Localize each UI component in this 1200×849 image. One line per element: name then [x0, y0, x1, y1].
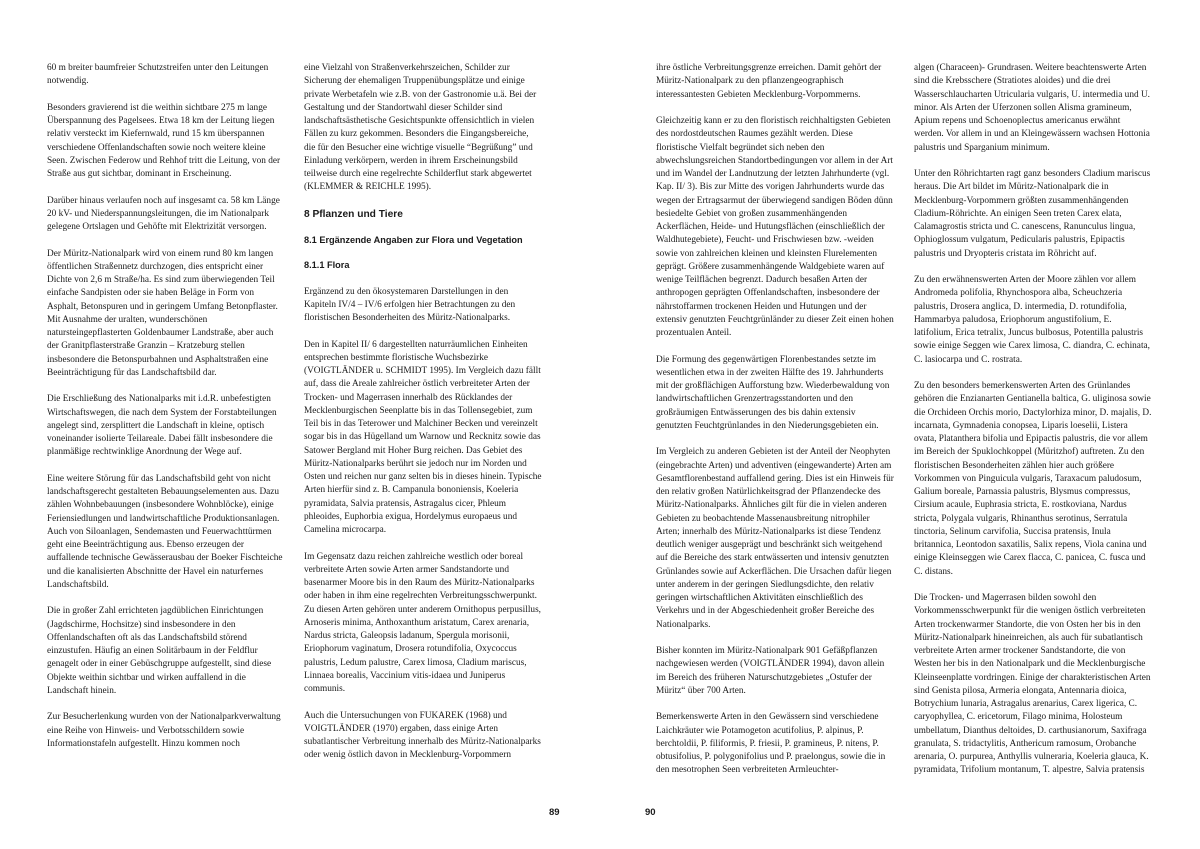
paragraph: Bisher konnten im Müritz-Nationalpark 901 Gefäßpflanzen nachgewiesen werden (VOIGTLÄNDER 1994), davon allein im Bereich des früheren Naturschutzgebietes „Ostufer der Müritz“ über 700 Arten. — [656, 646, 885, 696]
paragraph: Unter den Röhrichtarten ragt ganz besonders Cladium mariscus heraus. Die Art bildet im Müritz-Nationalpark die in Mecklenburg-Vorpommern größten zusammenhängenden Cladium-Röhrichte. An einigen Seen treten Carex elata, Calamagrostis stricta und C. canescens, Ranunculus lingua, Ophioglossum vulgatum, Pedicularis palustris, Epipactis palustris und Dryopteris cristata im Röhricht auf. — [914, 169, 1151, 259]
paragraph: Ergänzend zu den ökosystemaren Darstellungen in den Kapiteln IV/4 – IV/6 erfolgen hier Betrachtungen zu den floristischen Besonderheiten des Müritz-Nationalparks. — [304, 286, 516, 323]
paragraph: Der Müritz-Nationalpark wird von einem rund 80 km langen öffentlichen Straßennetz durchzogen, dies entspricht einer Dichte von 2,6 m Straße/ha. Es sind zum überwiegenden Teil einfache Sandpisten oder sie haben Beläge in Form von Asphalt, Betonspuren und in geringem Umfang Betonpflaster. Mit Ausnahme der uralten, wunderschönen natursteingepflasterten Goldenbaumer Landstraße, aber auch der Granitpflasterstraße Granzin – Kratzeburg stellen insbesondere die Betonspurbahnen und Asphaltstraßen eine Beeinträchtigung für das Landschaftsbild dar. — [47, 248, 278, 378]
paragraph: Darüber hinaus verlaufen noch auf insgesamt ca. 58 km Länge 20 kV- und Niederspannungsleitungen, die im Nationalpark gelegene Ortslagen und Gehöfte mit Elektrizität versorgen. — [47, 195, 280, 232]
subsubsection-heading: 8.1.1 Flora — [304, 260, 350, 271]
paragraph: eine Vielzahl von Straßenverkehrszeichen, Schilder zur Sicherung der ehemaligen Truppenübungsplätze und einige private Werbetafeln wie z.B. von der Gastronomie u.ä. Bei der Gestaltung und der Standortwahl dieser Schilder sind landschaftsästhetische Gesichtspunkte offensichtlich in vielen Fällen zu kurz gekommen. Besonders die Eingangsbereiche, die für den Besucher eine wichtige visuelle “Begrüßung” und Einladung verkörpern, werden in ihrem Erscheinungsbild teilweise durch eine regelrechte Schilderflut stark abgewertet (KLEMMER & REICHLE 1995). — [304, 63, 537, 193]
paragraph: ihre östliche Verbreitungsgrenze erreichen. Damit gehört der Müritz-Nationalpark zu den pflanzengeographisch interessantesten Gebieten Mecklenburg-Vorpommerns. — [656, 63, 882, 100]
paragraph: Zu den besonders bemerkenswerten Arten des Grünlandes gehören die Enzianarten Gentianella baltica, G. uliginosa sowie die Orchideen Orchis morio, Dactylorhiza minor, D. majalis, D. incarnata, Gymnadenia conopsea, Liparis loeselii, Listera ovata, Platanthera bifolia und Epipactis palustris, die vor allem im Bereich der Spuklochkoppel (Müritzhof) auftreten. Zu den floristischen Besonderheiten zählen hier auch größere Vorkommen von Pinguicula vulgaris, Taraxacum paludosum, Galium boreale, Parnassia palustris, Blysmus compressus, Cirsium acaule, Euphrasia stricta, E. rostkoviana, Nardus stricta, Polygala vulgaris, Rhinanthus serotinus, Serratula tinctoria, Selinum carvifolia, Succisa pratensis, Inula britannica, Leontodon saxatilis, Salix repens, Viola canina und einige Kleinseggen wie Carex flacca, C. panicea, C. fusca und C. distans. — [914, 381, 1152, 577]
paragraph: Bemerkenswerte Arten in den Gewässern sind verschiedene Laichkräuter wie Potamogeton acutifolius, P. alpinus, P. berchtoldii, P. filiformis, P. friesii, P. gramineus, P. nitens, P. obtusifolius, P. polygonifolius und P. praelongus, sowie die in den mesotrophen Seen verbreiteten Armleuchter- — [656, 712, 886, 776]
paragraph: Die Trocken- und Magerrasen bilden sowohl den Vorkommensschwerpunkt für die wenigen östlich verbreiteten Arten trockenwarmer Standorte, die von Osten her bis in den Müritz-Nationalpark hineinreichen, als auch für subatlantisch verbreitete Arten armer trockener Sandstandorte, die von Westen her bis in den Nationalpark und die Mecklenburgische Kleinseenplatte vordringen. Einige der charakteristischen Arten sind Genista pilosa, Armeria elongata, Antennaria dioica, Botrychium lunaria, Astragalus arenarius, Carex ligerica, C. caryophyllea, C. ericetorum, Filago minima, Holosteum umbellatum, Dianthus deltoides, D. carthusianorum, Saxifraga granulata, S. tridactylitis, Anthericum ramosum, Orobanche arenaria, O. purpurea, Anthyllis vulneraria, Koeleria glauca, K. pyramidata, Trifolium montanum, T. alpestre, Salvia pratensis — [914, 593, 1151, 776]
paragraph: Im Gegensatz dazu reichen zahlreiche westlich oder boreal verbreitete Arten sowie Arten armer Sandstandorte und basenarmer Moore bis in den Raum des Müritz-Nationalparks oder haben in ihm eine regelrechten Verbreitungsschwerpunkt. Zu diesen Arten gehören unter anderem Ornithopus perpusillus, Arnoseris minima, Anthoxanthum aristatum, Carex arenaria, Nardus stricta, Galeopsis ladanum, Spergula morisonii, Eriophorum vaginatum, Drosera rotundifolia, Oxycoccus palustris, Ledum palustre, Carex limosa, Cladium mariscus, Linnaea borealis, Vaccinium vitis-idaea und Juniperus communis. — [304, 551, 542, 694]
paragraph: Die in großer Zahl errichteten jagdüblichen Einrichtungen (Jagdschirme, Hochsitze) sind insbesondere in den Offenlandschaften oft als das Landschaftsbild störend einzustufen. Häufig an einen Solitärbaum in der Feldflur genagelt oder in einer Gebüschgruppe aufgestellt, sind diese Objekte weithin sichtbar und wirken auffallend in die Landschaft hinein. — [47, 606, 272, 696]
paragraph: Auch die Untersuchungen von FUKAREK (1968) und VOIGTLÄNDER (1970) ergaben, dass einige Arten subatlantischer Verbreitung innerhalb des Müritz-Nationalparks oder wenig östlich davon in Mecklenburg-Vorpommern — [304, 710, 541, 761]
paragraph: 60 m breiter baumfreier Schutzstreifen unter den Leitungen notwendig. — [47, 63, 269, 87]
page-number: 90 — [645, 807, 656, 818]
paragraph: Den in Kapitel II/ 6 dargestellten naturräumlichen Einheiten entsprechen bestimmte floristische Wuchsbezirke (VOIGTLÄNDER u. SCHMIDT 1995). Im Vergleich dazu fällt auf, dass die Areale zahlreicher östlich verbreiteter Arten der Trocken- und Magerrasen innerhalb des Rücklandes der Mecklenburgischen Seenplatte bis in das Tollensegebiet, zum Teil bis in das Teterower und Malchiner Becken und vereinzelt sogar bis in das Hügelland um Warnow und Recknitz sowie das Satower Bergland mit Hoher Burg reichen. Das Gebiet des Müritz-Nationalparks berührt sie jedoch nur im Norden und Osten und reichen nur ganz selten bis in dieses hinein. Typische Arten hierfür sind z. B. Campanula bononiensis, Koeleria pyramidata, Salvia pratensis, Astragalus cicer, Phleum phleoides, Euphorbia exigua, Hordelymus europaeus und Camelina microcarpa. — [304, 339, 542, 535]
paragraph: Im Vergleich zu anderen Gebieten ist der Anteil der Neophyten (eingebrachte Arten) und adventiven (eingewanderte) Arten am Gesamtflorenbestand auffallend gering. Dies ist ein Hinweis für den relativ großen Natürlichkeitsgrad der Pflanzendecke des Müritz-Nationalparks. Ähnliches gilt für die in vielen anderen Gebieten zu beobachtende Massenausbreitung nitrophiler Arten; innerhalb des Müritz-Nationalparks ist diese Tendenz deutlich weniger ausgeprägt und beschränkt sich weitgehend auf die Bereiche des stark entwässerten und intensiv genutzten Grünlandes sowie auf Ackerflächen. Die Ursachen dafür liegen unter anderem in der geringen Siedlungsdichte, den relativ geringen wirtschaftlichen Aktivitäten einschließlich des Verkehrs und in der Abgeschiedenheit großer Bereiche des Nationalparks. — [656, 447, 894, 630]
subsection-heading: 8.1 Ergänzende Angaben zur Flora und Vegetation — [304, 235, 523, 245]
section-heading: 8 Pflanzen und Tiere — [304, 208, 403, 220]
paragraph: Gleichzeitig kann er zu den floristisch reichhaltigsten Gebieten des nordostdeutschen Raumes gezählt werden. Diese floristische Vielfalt begründet sich neben den abwechslungsreichen Standortbedingungen vor allem in der Art und im Wandel der Landnutzung der letzten Jahrhunderte (vgl. Kap. II/ 3). Bis zur Mitte des vorigen Jahrhunderts wurde das wegen der Ertragsarmut der überwiegend sandigen Böden dünn besiedelte Gebiet von großen zusammenhängenden Ackerflächen, Heide- und Hutungsflächen (einschließlich der Waldhutegebiete), Feucht- und Frischwiesen bzw. -weiden sowie von zahlreichen kleinen und kleinsten Flurelementen geprägt. Größere zusammenhängende Waldgebiete waren auf wenige Teilflächen begrenzt. Dadurch besaßen Arten der anthropogen geprägten Offenlandschaften, insbesondere der nährstoffarmen trockenen Heiden und Hutungen und der extensiv genutzten Feuchtgrünländer zu dieser Zeit einen hohen prozentualen Anteil. — [656, 116, 894, 338]
column-2 — [304, 62, 542, 763]
paragraph: Zu den erwähnenswerten Arten der Moore zählen vor allem Andromeda polifolia, Rhynchospora alba, Scheuchzeria palustris, Drosera anglica, D. intermedia, D. rotundifolia, Hammarbya paludosa, Eriophorum angustifolium, E. latifolium, Erica tetralix, Juncus bulbosus, Potentilla palustris sowie einige Seggen wie Carex limosa, C. diandra, C. echinata, C. lasiocarpa und C. rostrata. — [914, 275, 1150, 365]
paragraph: Die Formung des gegenwärtigen Florenbestandes setzte im wesentlichen etwa in der zweiten Hälfte des 19. Jahrhunderts mit der großflächigen Aufforstung bzw. Wiederbewaldung von landwirtschaftlichen Grenzertragsstandorten und den großräumigen Entwässerungen des bis dahin extensiv genutzten Feuchtgrünlandes in den Niederungsgebieten ein. — [656, 354, 890, 431]
page-number: 89 — [549, 807, 560, 818]
paragraph: Eine weitere Störung für das Landschaftsbild geht von nicht landschaftsgerecht gestalteten Bebauungselementen aus. Dazu zählen Wohnbebauungen (insbesondere Wohnblöcke), einige Feriensiedlungen und landwirtschaftliche Produktionsanlagen. Auch von Siloanlagen, Sendemasten und Feuerwachttürmen geht eine Beeinträchtigung aus. Ebenso erzeugen der auffallende technische Gewässerausbau der Boeker Fischteiche und die kanalisierten Abschnitte der Havel ein naturfernes Landschaftsbild. — [47, 473, 283, 590]
column-3 — [656, 62, 894, 778]
paragraph: Zur Besucherlenkung wurden von der Nationalparkverwaltung eine Reihe von Hinweis- und Verbotsschildern sowie Informationstafeln aufgestellt. Hinzu kommen noch — [47, 712, 281, 749]
paragraph: Die Erschließung des Nationalparks mit i.d.R. unbefestigten Wirtschaftswegen, die nach dem System der Forstabteilungen angelegt sind, zersplittert die Landschaft in kleine, optisch voneinander isolierte Teilareale. Dabei fällt insbesondere die planmäßige rechtwinklige Anordnung der Wege auf. — [47, 394, 277, 458]
paragraph: algen (Characeen)- Grundrasen. Weitere beachtenswerte Arten sind die Krebsschere (Stratiotes aloides) und die drei Wasserschlaucharten Utricularia vulgaris, U. intermedia und U. minor. Als Arten der Uferzonen sollen Alisma gramineum, Apium repens und Schoenoplectus americanus erwähnt werden. Vor allem in und an Kleingewässern wachsen Hottonia palustris und Sparganium minimum. — [914, 63, 1150, 153]
paragraph: Besonders gravierend ist die weithin sichtbare 275 m lange Überspannung des Pagelsees. Etwa 18 km der Leitung liegen relativ versteckt im Kiefernwald, rund 15 km überspannen verschiedene Offenlandschaften sowie noch weitere kleine Seen. Zwischen Federow und Rehhof tritt die Leitung, von der Straße aus gut sichtbar, dominant in Erscheinung. — [47, 102, 281, 179]
column-1 — [47, 62, 285, 751]
column-4 — [914, 62, 1152, 778]
